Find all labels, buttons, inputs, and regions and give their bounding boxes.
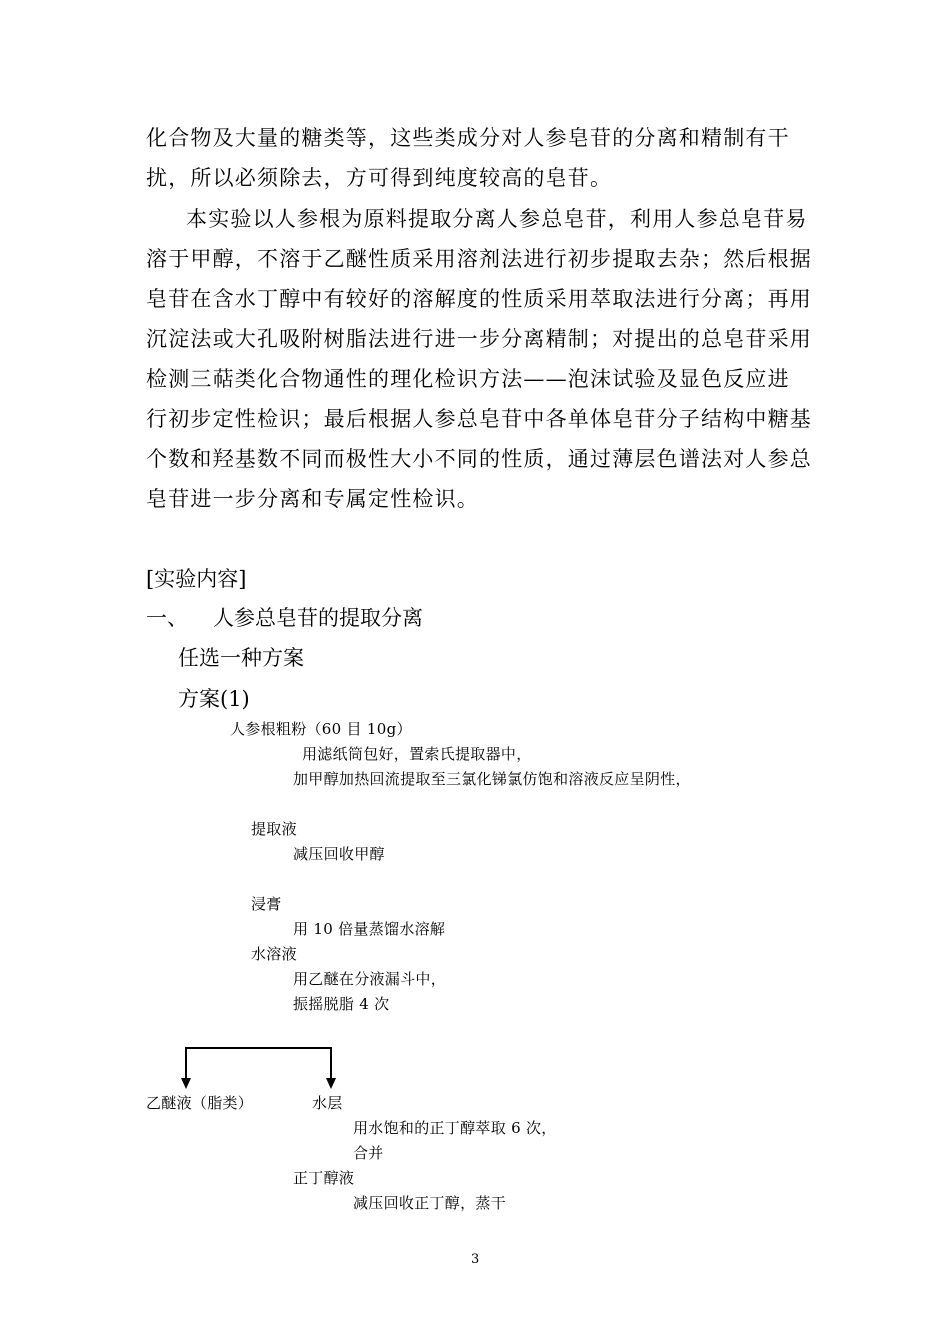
- paragraph-line: 皂苷在含水丁醇中有较好的溶解度的性质采用萃取法进行分离；再用: [146, 287, 812, 311]
- paragraph-line: 检测三萜类化合物通性的理化检识方法——泡沫试验及显色反应进: [146, 367, 790, 391]
- paragraph-line: 本实验以人参根为原料提取分离人参总皂苷，利用人参总皂苷易: [186, 207, 808, 231]
- paragraph-line: 沉淀法或大孔吸附树脂法进行进一步分离精制；对提出的总皂苷采用: [146, 327, 812, 351]
- flow-step-text: 用水饱和的正丁醇萃取 6 次，: [353, 1119, 557, 1137]
- flow-step-text: 用 10 倍量蒸馏水溶解: [293, 920, 446, 938]
- flow-node-paste: 浸膏: [251, 895, 282, 913]
- subsection-number: 一、: [146, 606, 188, 630]
- flow-start-node: 人参根粗粉（60 目 10g）: [230, 720, 412, 738]
- flow-node-extract: 提取液: [251, 820, 297, 838]
- section-heading: [实验内容]: [146, 567, 247, 591]
- flow-branch-left: 乙醚液（脂类）: [146, 1094, 254, 1112]
- option-text: 任选一种方案: [178, 646, 304, 670]
- flow-node-butanol: 正丁醇液: [293, 1169, 355, 1187]
- paragraph-line: 行初步定性检识；最后根据人参总皂苷中各单体皂苷分子结构中糖基: [146, 407, 812, 431]
- flow-step-text: 减压回收正丁醇，蒸干: [353, 1194, 507, 1212]
- flow-step-text: 加甲醇加热回流提取至三氯化锑氯仿饱和溶液反应呈阴性，: [293, 770, 691, 788]
- paragraph-line: 扰，所以必须除去，方可得到纯度较高的皂苷。: [146, 166, 613, 190]
- flow-step-text: 振摇脱脂 4 次: [293, 995, 390, 1013]
- paragraph-line: 溶于甲醇，不溶于乙醚性质采用溶剂法进行初步提取去杂；然后根据: [146, 247, 812, 271]
- paragraph-line: 皂苷进一步分离和专属定性检识。: [146, 487, 479, 511]
- scheme-title: 方案(1): [178, 687, 250, 711]
- flow-step-text: 合并: [353, 1144, 384, 1162]
- flow-branch-right: 水层: [312, 1094, 343, 1112]
- arrow-down-icon: [181, 1078, 191, 1089]
- paragraph-line: 个数和羟基数不同而极性大小不同的性质，通过薄层色谱法对人参总: [146, 447, 812, 471]
- flow-step-text: 减压回收甲醇: [293, 845, 385, 863]
- paragraph-line: 化合物及大量的糖类等，这些类成分对人参皂苷的分离和精制有干: [146, 126, 790, 150]
- flow-step-text: 用乙醚在分液漏斗中，: [293, 970, 447, 988]
- arrow-down-icon: [326, 1078, 336, 1089]
- page-number: 3: [471, 1252, 480, 1267]
- subsection-title: 人参总皂苷的提取分离: [213, 606, 423, 630]
- flow-branch-connector: [176, 1044, 342, 1092]
- flow-node-aqueous: 水溶液: [251, 945, 297, 963]
- flow-step-text: 用滤纸筒包好，置索氏提取器中，: [302, 745, 532, 763]
